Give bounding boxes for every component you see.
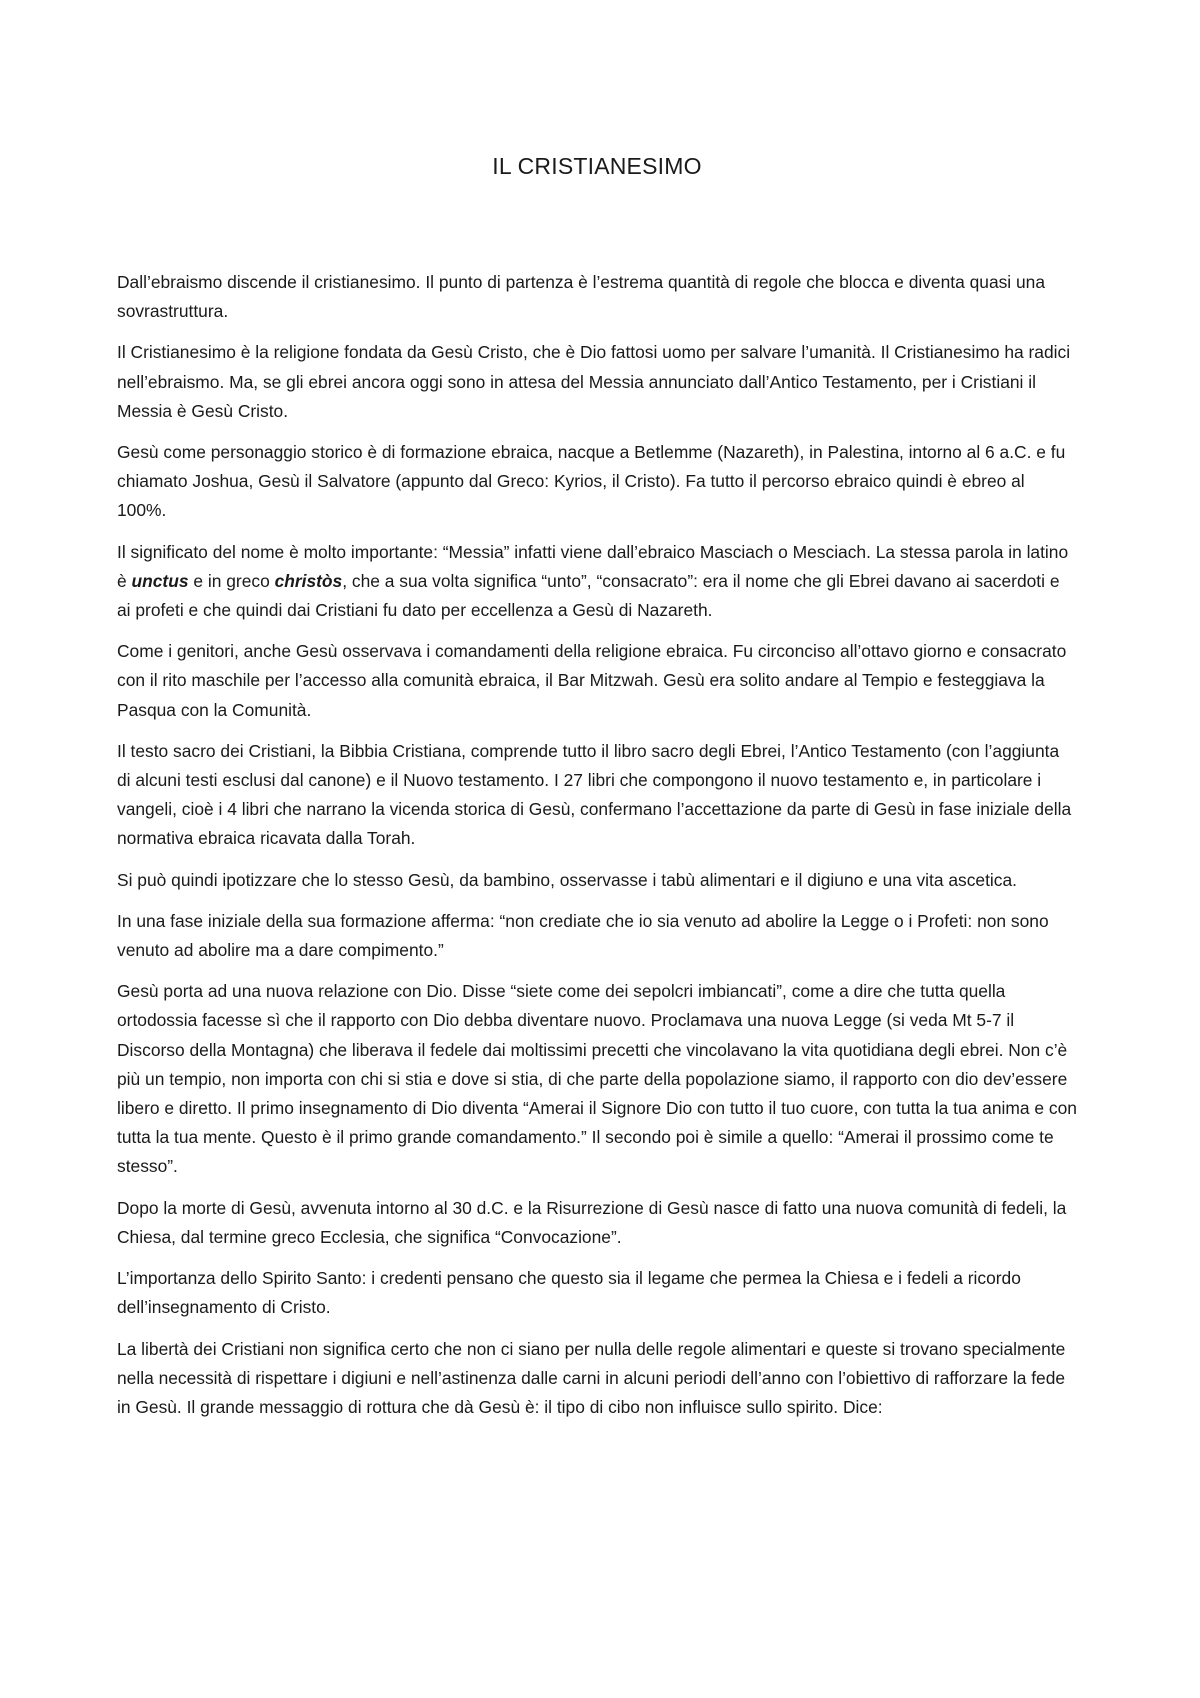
text-run: Il Cristianesimo è la religione fondata da Gesù Cristo, che è Dio fattosi uomo per salvare l’umanità. Il Cristianesimo ha radici nell’ebraismo. Ma, se gli ebrei ancora oggi sono in attesa del Messia annunciato dall’Antico Testamento, per i Cristiani il Messia è Gesù Cristo. — [117, 342, 1071, 421]
paragraph — [117, 338, 1077, 426]
text-run: Il significato del nome è molto importante: “Messia” infatti viene dall’ebraico Masciach o Mesciach. La stessa parola in latino è — [117, 541, 1069, 591]
paragraph — [117, 538, 1077, 626]
emphasized-text: l’accettazione — [676, 799, 783, 820]
emphasized-text: Bar Mitzwah — [557, 670, 654, 691]
emphasized-text: Nuovo testamento — [403, 770, 545, 791]
emphasized-text: rispettare i digiuni e nell’astinenza — [255, 1367, 517, 1388]
text-run: , dal termine greco Ecclesia, che significa “Convocazione”. — [171, 1226, 622, 1247]
emphasized-text: di Gesù — [855, 799, 916, 820]
paragraph — [117, 1264, 1077, 1322]
text-run: : i credenti pensano che questo sia il legame che permea la Chiesa e i fedeli a ricordo dell’insegnamento di Cristo. — [117, 1268, 1021, 1318]
text-run: Gesù come personaggio storico è di formazione ebraica, nacque a Betlemme (Nazareth), in Palestina, intorno al 6 a.C. e fu chiamato Joshua, Gesù il Salvatore (appunto dal Greco: Kyrios, il Cristo). Fa tutto il percorso ebraico quindi è ebreo al 100%. — [117, 442, 1066, 521]
paragraph — [117, 977, 1077, 1181]
text-run: Gesù porta ad una nuova relazione con Dio. Disse “siete come dei sepolcri imbiancati”, come a dire che tutta quella ortodossia facesse sì che il rapporto con Dio debba diventare nuovo. Proclamava una nuova Legge (si veda Mt 5-7 il Discorso della Montagna) che liberava il fedele dai moltissimi precetti che vincolavano la vita quotidiana degli ebrei. Non c’è più un tempio, non importa con chi si stia e dove si stia, di che parte della popolazione siamo, il rapporto con dio dev’essere libero e diretto. Il primo insegnamento di Dio diventa “ — [117, 981, 1068, 1119]
paragraph — [117, 1335, 1077, 1423]
paragraph — [117, 907, 1077, 965]
text-run: Il testo sacro dei Cristiani, la Bibbia Cristiana, comprende tutto il libro sacro degli Ebrei, l’ — [117, 740, 799, 761]
paragraph — [117, 637, 1077, 725]
text-run: ricavata dalla Torah. — [255, 828, 416, 849]
text-run: Come i genitori, anche Gesù osservava i comandamenti della religione ebraica. Fu circonciso all’ottavo giorno e consacrato con il rito maschile per l’accesso alla comunità ebraica, il — [117, 641, 1067, 691]
text-run: Si può quindi ipotizzare che lo stesso Gesù, da bambino, osservasse i tabù alimentari e il digiuno e una vita ascetica. — [117, 869, 1017, 890]
emphasized-text: 30 d.C. — [452, 1197, 509, 1218]
text-run: da parte — [782, 799, 856, 820]
paragraph — [117, 866, 1077, 895]
text-run: e in greco — [188, 570, 275, 591]
paragraph — [117, 1194, 1077, 1252]
paragraph — [117, 737, 1077, 854]
text-run: in alcuni periodi dell’anno con l’obiettivo di rafforzare la fede in Gesù. Il grande messaggio di rottura che dà Gesù è: il tipo di cibo non influisce sullo spirito. Dice: — [117, 1367, 1066, 1417]
text-run: In una fase iniziale della sua formazione afferma: “non crediate che io sia venuto ad abolire la Legge o i Profeti: non sono venuto ad abolire ma a dare compimento.” — [117, 910, 1049, 961]
document-body — [117, 268, 1077, 1422]
text-run: dalle — [516, 1367, 563, 1388]
text-run: in fase iniziale — [915, 799, 1035, 820]
text-run: La libertà dei Cristiani non significa certo che non ci siano per nulla delle regole alimentari e queste si trovano specialmente nella necessità di — [117, 1338, 1066, 1388]
emphasized-text: Antico Testamento — [798, 740, 942, 761]
text-run: , con tutta la tua anima e con tutta la tua mente. Questo è il primo grande comandamento.” Il secondo poi è simile a quello: “Amerai il prossimo come te stesso”. — [117, 1098, 1077, 1177]
text-run: (con l’aggiunta di alcuni testi esclusi dal canone) e il — [117, 740, 1060, 791]
text-run: Dall’ebraismo discende il cristianesimo. Il punto di partenza è l’estrema quantità di regole che blocca e diventa quasi una sovrastruttura. — [117, 272, 1046, 322]
text-run: . Gesù era solito andare al Tempio e festeggiava la Pasqua con la Comunità. — [117, 670, 1045, 720]
text-run: Dopo la morte di Gesù, avvenuta intorno al — [117, 1197, 453, 1218]
paragraph — [117, 438, 1077, 526]
emphasized-text: Amerai il Signore Dio con tutto il tuo cuore — [528, 1098, 854, 1119]
page-title: IL CRISTIANESIMO — [492, 153, 702, 179]
paragraph — [117, 268, 1077, 326]
text-run: . I 27 libri che compongono il nuovo testamento e, in particolare i vangeli, cioè i 4 libri che narrano la vicenda storica di Gesù, confermano — [117, 770, 1042, 820]
emphasized-text: unctus — [131, 570, 189, 591]
emphasized-text: L’importanza dello Spirito Santo — [117, 1268, 362, 1289]
text-run: , che a sua volta significa “unto”, “consacrato”: era il nome che gli Ebrei davano ai sacerdoti e ai profeti e che quindi dai Cristiani fu dato per eccellenza a Gesù di Nazareth. — [117, 570, 1060, 621]
emphasized-text: carni — [562, 1367, 601, 1388]
text-run: e la Risurrezione di Gesù nasce di fatto una nuova comunità di fedeli, la — [508, 1197, 1067, 1218]
emphasized-text: christòs — [274, 570, 343, 591]
emphasized-text: della normativa ebraica — [117, 799, 1072, 849]
emphasized-text: Chiesa — [117, 1226, 172, 1247]
